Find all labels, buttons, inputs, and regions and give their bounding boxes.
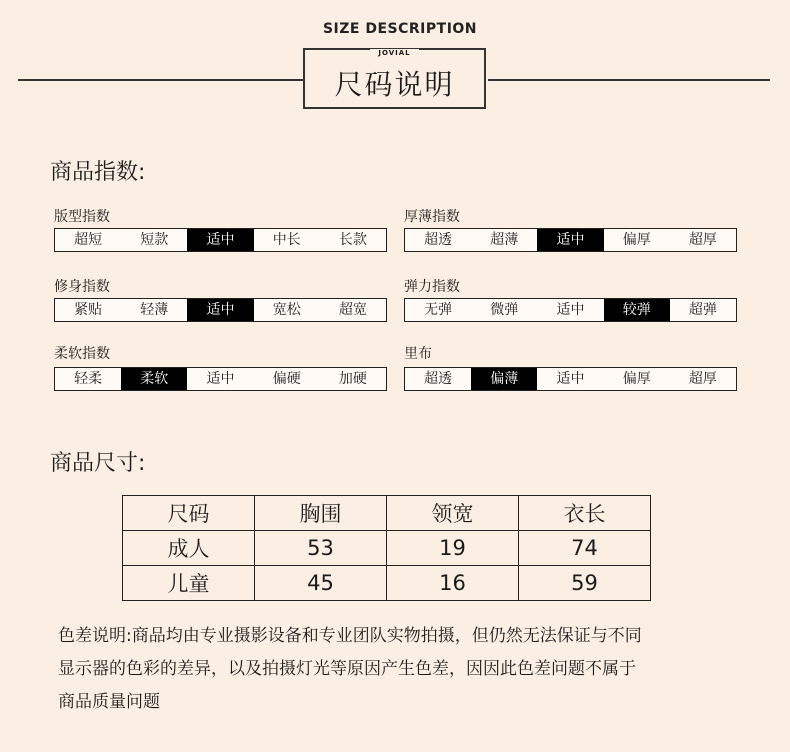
index-label-softness: 柔软指数	[54, 346, 110, 362]
header-title-box	[303, 48, 486, 109]
header-cell: 胸围	[255, 496, 387, 531]
index-option: 偏厚	[622, 371, 651, 387]
index-scale-fit	[54, 228, 387, 252]
table-row	[123, 531, 651, 566]
index-option: 微弹	[490, 302, 519, 318]
table-cell: 成人	[123, 531, 255, 566]
index-option: 紧贴	[74, 302, 103, 318]
index-label-lining: 里布	[404, 346, 432, 362]
header-cell: 尺码	[123, 496, 255, 531]
index-scale-slim	[54, 298, 387, 322]
note-line: 色差说明:商品均由专业摄影设备和专业团队实物拍摄，但仍然无法保证与不同	[58, 626, 642, 646]
size-description-title: SIZE DESCRIPTION	[322, 21, 478, 37]
note-line: 显示器的色彩的差异，以及拍摄灯光等原因产生色差，因因此色差问题不属于	[58, 659, 636, 679]
index-option-selected: 适中	[187, 299, 253, 321]
index-option-selected: 柔软	[121, 368, 187, 390]
index-option: 适中	[556, 302, 585, 318]
index-label-elasticity: 弹力指数	[404, 279, 460, 295]
color-difference-note	[58, 620, 758, 719]
index-option-selected: 适中	[187, 229, 253, 251]
page-title: 尺码说明	[334, 68, 455, 101]
index-option: 偏硬	[272, 371, 301, 387]
index-option: 超厚	[688, 232, 717, 248]
index-option: 长款	[338, 232, 367, 248]
table-cell: 儿童	[123, 566, 255, 601]
index-option: 超弹	[688, 302, 717, 318]
index-option: 短款	[140, 232, 169, 248]
indices-section-title: 商品指数:	[50, 160, 146, 185]
note-line: 商品质量问题	[58, 692, 160, 712]
index-option-selected: 较弹	[604, 299, 670, 321]
index-option: 中长	[272, 232, 301, 248]
table-cell: 45	[255, 566, 387, 601]
index-label-fit: 版型指数	[54, 209, 110, 225]
header-divider-left	[18, 79, 303, 81]
index-option: 超薄	[490, 232, 519, 248]
brand-label: JOVIAL	[370, 49, 418, 57]
index-scale-softness	[54, 367, 387, 391]
index-option: 超厚	[688, 371, 717, 387]
header-divider-right	[488, 79, 770, 81]
index-option: 偏厚	[622, 232, 651, 248]
index-label-slim: 修身指数	[54, 279, 110, 295]
index-option-selected: 适中	[537, 229, 603, 251]
index-option: 轻薄	[140, 302, 169, 318]
table-cell: 59	[519, 566, 651, 601]
size-table	[122, 495, 651, 601]
index-option: 加硬	[338, 371, 367, 387]
index-option: 适中	[206, 371, 235, 387]
sizes-section-title: 商品尺寸:	[50, 451, 146, 476]
index-scale-elasticity	[404, 298, 737, 322]
index-option: 轻柔	[74, 371, 103, 387]
size-table-header	[123, 496, 651, 531]
index-label-thickness: 厚薄指数	[404, 209, 460, 225]
index-option: 超宽	[338, 302, 367, 318]
table-cell: 16	[387, 566, 519, 601]
index-option-selected: 偏薄	[471, 368, 537, 390]
index-scale-thickness	[404, 228, 737, 252]
index-option: 宽松	[272, 302, 301, 318]
table-cell: 19	[387, 531, 519, 566]
index-option: 超短	[74, 232, 103, 248]
index-option: 无弹	[424, 302, 453, 318]
index-scale-lining	[404, 367, 737, 391]
index-option: 超透	[424, 371, 453, 387]
table-cell: 74	[519, 531, 651, 566]
table-row	[123, 566, 651, 601]
header-cell: 领宽	[387, 496, 519, 531]
header-cell: 衣长	[519, 496, 651, 531]
index-option: 适中	[556, 371, 585, 387]
table-cell: 53	[255, 531, 387, 566]
index-option: 超透	[424, 232, 453, 248]
